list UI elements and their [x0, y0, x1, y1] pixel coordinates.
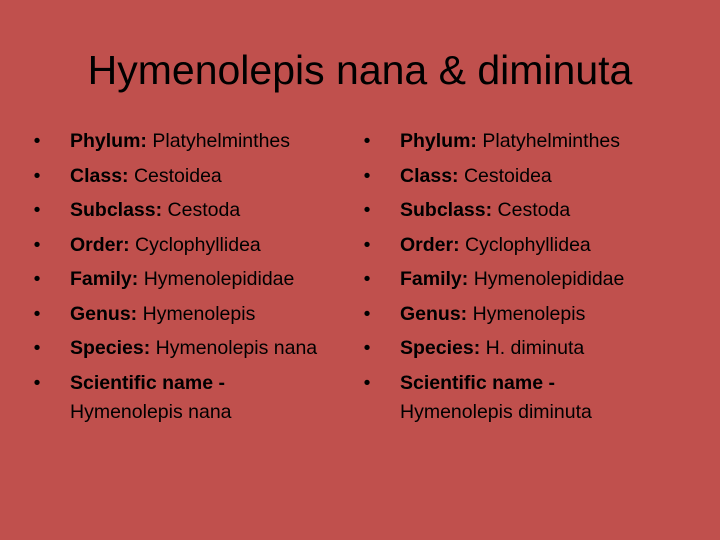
item-value: Hymenolepis nana — [150, 337, 318, 359]
item-value: Platyhelminthes — [146, 130, 291, 152]
list-item — [30, 334, 350, 363]
item-value: Hymenolepis — [137, 302, 256, 325]
item-label: Order: — [70, 233, 130, 256]
item-label: Subclass: — [70, 199, 163, 221]
item-label: Genus: — [400, 302, 468, 325]
item-value: Hymenolepis nana — [70, 400, 232, 423]
slide-title: Hymenolepis nana & diminuta — [87, 47, 633, 93]
list-item — [30, 127, 350, 156]
item-value: Platyhelminthes — [476, 130, 621, 152]
bullet-icon: • — [363, 199, 371, 221]
bullet-icon: • — [33, 164, 41, 187]
item-value: Cestoidea — [128, 164, 222, 187]
item-label: Class: — [400, 164, 459, 187]
bullet-icon: • — [363, 130, 371, 152]
bullet-icon: • — [363, 337, 371, 359]
item-label: Scientific name - — [70, 371, 225, 394]
item-label: Class: — [70, 164, 129, 187]
item-label: Species: — [400, 337, 481, 359]
list-item — [360, 369, 690, 427]
item-label: Phylum: — [400, 130, 477, 152]
item-label: Family: — [70, 268, 139, 290]
bullet-icon: • — [33, 130, 41, 152]
bullet-icon: • — [33, 233, 41, 256]
list-item — [360, 334, 690, 363]
list-item — [360, 300, 690, 329]
list-item — [30, 231, 350, 260]
item-value: Hymenolepis — [467, 302, 586, 325]
list-item — [360, 196, 690, 225]
item-label: Subclass: — [400, 199, 493, 221]
item-label: Family: — [400, 268, 469, 290]
item-label: Genus: — [70, 302, 138, 325]
item-value: Hymenolepididae — [138, 268, 295, 290]
bullet-icon: • — [33, 199, 41, 221]
list-item — [30, 369, 350, 427]
right-taxonomy-list — [360, 127, 690, 432]
bullet-icon: • — [363, 164, 371, 187]
list-item — [360, 162, 690, 191]
item-label: Species: — [70, 337, 151, 359]
bullet-icon: • — [363, 233, 371, 256]
list-item — [360, 231, 690, 260]
item-value: Cestoidea — [458, 164, 552, 187]
list-item — [360, 127, 690, 156]
item-value: Hymenolepis diminuta — [400, 400, 592, 423]
item-value: H. diminuta — [480, 337, 585, 359]
item-value: Cyclophyllidea — [459, 233, 591, 256]
bullet-icon: • — [33, 268, 41, 290]
item-value: Cestoda — [492, 199, 571, 221]
bullet-icon: • — [363, 302, 371, 325]
bullet-icon: • — [33, 337, 41, 359]
item-value: Cyclophyllidea — [129, 233, 261, 256]
list-item — [30, 196, 350, 225]
left-taxonomy-list — [30, 127, 350, 432]
list-item — [30, 265, 350, 294]
item-label: Scientific name - — [400, 371, 555, 394]
bullet-icon: • — [33, 302, 41, 325]
list-item — [30, 162, 350, 191]
list-item — [30, 300, 350, 329]
item-label: Order: — [400, 233, 460, 256]
item-value: Cestoda — [162, 199, 241, 221]
bullet-icon: • — [33, 371, 41, 394]
item-value: Hymenolepididae — [468, 268, 625, 290]
item-label: Phylum: — [70, 130, 147, 152]
bullet-icon: • — [363, 371, 371, 394]
bullet-icon: • — [363, 268, 371, 290]
list-item — [360, 265, 690, 294]
